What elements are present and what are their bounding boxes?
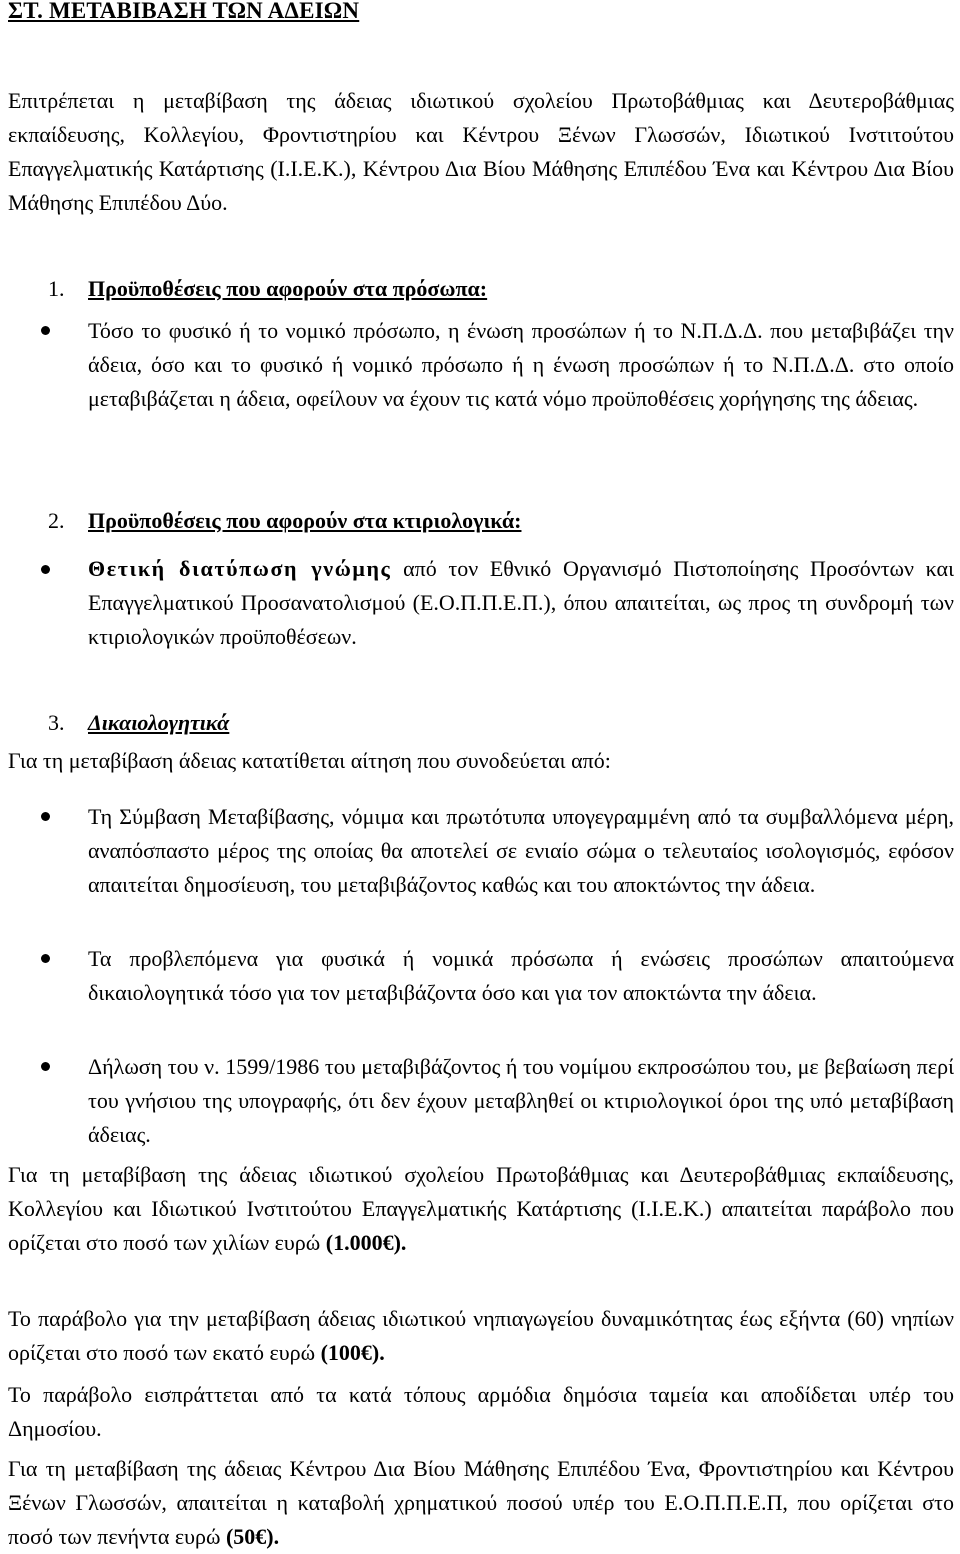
bullet-icon [41, 565, 50, 574]
section-3-number: 3. [48, 710, 65, 735]
fee-4-amount: (50€). [225, 1524, 280, 1549]
fee-2-text: Το παράβολο για την μεταβίβαση άδειας ιδιωτικού νηπιαγωγείου δυναμικότητας έως εξήντα (60) νηπίων ορίζεται στο ποσό των εκατό ευρώ [8, 1306, 954, 1365]
section-2-number: 2. [48, 508, 65, 533]
section-1-heading [48, 272, 487, 306]
section-2-heading [48, 504, 521, 538]
bullet-icon [41, 326, 50, 335]
fee-2-amount: (100€). [320, 1340, 385, 1365]
intro-paragraph: Επιτρέπεται η μεταβίβαση της άδειας ιδιωτικού σχολείου Πρωτοβάθμιας και Δευτεροβάθμιας εκπαίδευσης, Κολλεγίου, Φροντιστηρίου και Κέντρου Ξένων Γλωσσών, Ιδιωτικού Ινστιτούτου Επαγγελματικής Κατάρτισης (Ι.Ι.Ε.Κ.), Κέντρου Δια Βίου Μάθησης Επιπέδου Ένα και Κέντρου Δια Βίου Μάθησης Επιπέδου Δύο. [8, 88, 954, 215]
fee-paragraph-2 [8, 1302, 954, 1370]
section-2-bullet [88, 552, 954, 654]
fee-paragraph-1 [8, 1158, 954, 1260]
section-2-bullet-rest: από τον Εθνικό Οργανισμό Πιστοποίησης Προσόντων και Επαγγελματικού Προσανατολισμού (Ε.Ο.Π.Π.Ε.Π.), όπου απαιτείται, ως προς τη συνδρομή των κτιριολογικών προϋποθέσεων. [88, 556, 954, 649]
fee-paragraph-4 [8, 1452, 954, 1554]
section-2-heading-text: Προϋποθέσεις που αφορούν στα κτιριολογικά: [88, 508, 522, 533]
section-1-heading-text: Προϋποθέσεις που αφορούν στα πρόσωπα: [88, 276, 488, 301]
section-2-bullet-bold: Θετική διατύπωση γνώμης [88, 556, 392, 581]
section-3-heading-text: Δικαιολογητικά [88, 710, 230, 735]
section-3-bullet-3: Δήλωση του ν. 1599/1986 του μεταβιβάζοντος ή του νομίμου εκπροσώπου του, με βεβαίωση περί του γνήσιου της υπογραφής, ότι δεν έχουν μεταβληθεί οι κτιριολογικοί όροι της υπό μεταβίβαση άδειας. [88, 1054, 954, 1147]
bullet-icon [41, 812, 50, 821]
fee-1-text: Για τη μεταβίβαση της άδειας ιδιωτικού σχολείου Πρωτοβάθμιας και Δευτεροβάθμιας εκπαίδευσης, Κολλεγίου και Ιδιωτικού Ινστιτούτου Επαγγελματικής Κατάρτισης (Ι.Ι.Ε.Κ.) απαιτείται παράβολο που ορίζεται στο ποσό των χιλίων ευρώ [8, 1162, 954, 1255]
section-1-bullet: Τόσο το φυσικό ή το νομικό πρόσωπο, η ένωση προσώπων ή το Ν.Π.Δ.Δ. που μεταβιβάζει την άδεια, όσο και το φυσικό ή νομικό πρόσωπο ή η ένωση προσώπων ή το Ν.Π.Δ.Δ. στο οποίο μεταβιβάζεται η άδεια, οφείλουν να έχουν τις κατά νόμο προϋποθέσεις χορήγησης της άδειας. [88, 318, 954, 411]
section-3-bullet-1: Τη Σύμβαση Μεταβίβασης, νόμιμα και πρωτότυπα υπογεγραμμένη από τα συμβαλλόμενα μέρη, αναπόσπαστο μέρος της οποίας θα αποτελεί σε ενιαίο σώμα ο τελευταίος ισολογισμός, εφόσον απαιτείται δημοσίευση, του μεταβιβάζοντος καθώς και του αποκτώντος την άδεια. [88, 804, 954, 897]
fee-paragraph-3: Το παράβολο εισπράττεται από τα κατά τόπους αρμόδια δημόσια ταμεία και αποδίδεται υπέρ του Δημοσίου. [8, 1382, 954, 1441]
section-title: ΣΤ. ΜΕΤΑΒΙΒΑΣΗ ΤΩΝ ΑΔΕΙΩΝ [8, 0, 360, 23]
section-3-heading [48, 706, 229, 740]
fee-1-amount: (1.000€). [325, 1230, 407, 1255]
fee-4-text: Για τη μεταβίβαση της άδειας Κέντρου Δια Βίου Μάθησης Επιπέδου Ένα, Φροντιστηρίου και Κέντρου Ξένων Γλωσσών, απαιτείται η καταβολή χρηματικού ποσού υπέρ του Ε.Ο.Π.Π.Ε.Π, που ορίζεται στο ποσό των πενήντα ευρώ [8, 1456, 954, 1549]
section-3-lead: Για τη μεταβίβαση άδειας κατατίθεται αίτηση που συνοδεύεται από: [8, 748, 611, 773]
section-1-number: 1. [48, 276, 65, 301]
bullet-icon [41, 954, 50, 963]
section-3-bullet-2: Τα προβλεπόμενα για φυσικά ή νομικά πρόσωπα ή ενώσεις προσώπων απαιτούμενα δικαιολογητικά τόσο για τον μεταβιβάζοντα όσο και για τον αποκτώντα την άδεια. [88, 946, 954, 1005]
bullet-icon [41, 1062, 50, 1071]
